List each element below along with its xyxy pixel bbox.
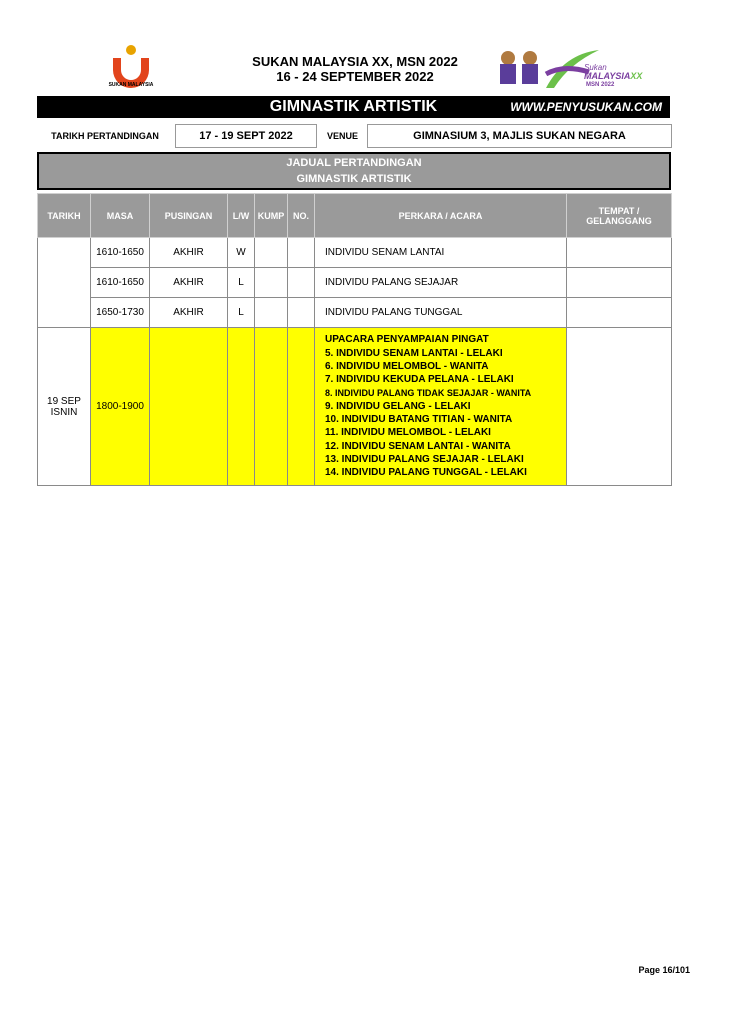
table-row: 1610-1650 AKHIR L INDIVIDU PALANG SEJAJAR	[38, 268, 672, 298]
svg-text:MSN 2022: MSN 2022	[586, 82, 615, 88]
col-no: NO.	[288, 194, 315, 238]
ceremony-item: 9. INDIVIDU GELANG - LELAKI	[325, 400, 471, 412]
schedule-title: JADUAL PERTANDINGAN GIMNASTIK ARTISTIK	[37, 152, 671, 190]
ceremony-item: 8. INDIVIDU PALANG TIDAK SEJAJAR - WANITA	[325, 387, 532, 398]
col-masa: MASA	[91, 194, 150, 238]
table-row: 1650-1730 AKHIR L INDIVIDU PALANG TUNGGAL	[38, 298, 672, 328]
sport-banner: GIMNASTIK ARTISTIK WWW.PENYUSUKAN.COM	[37, 96, 670, 118]
ceremony-item: 10. INDIVIDU BATANG TITIAN - WANITA	[325, 414, 513, 426]
ceremony-item: 7. INDIVIDU KEKUDA PELANA - LELAKI	[325, 374, 514, 386]
col-tarikh: TARIKH	[38, 194, 91, 238]
col-kump: KUMP	[255, 194, 288, 238]
ceremony-item: 6. INDIVIDU MELOMBOL - WANITA	[325, 360, 489, 372]
svg-text:MALAYSIAXX: MALAYSIAXX	[584, 71, 643, 81]
table-row: 1610-1650 AKHIR W INDIVIDU SENAM LANTAI	[38, 238, 672, 268]
website-link[interactable]: WWW.PENYUSUKAN.COM	[510, 100, 662, 114]
col-acara: PERKARA / ACARA	[315, 194, 567, 238]
ceremony-list	[315, 328, 567, 486]
ceremony-item: 5. INDIVIDU SENAM LANTAI - LELAKI	[325, 347, 503, 359]
ceremony-item: 12. INDIVIDU SENAM LANTAI - WANITA	[325, 440, 511, 452]
svg-text:Sukan: Sukan	[584, 63, 607, 72]
venue-value: GIMNASIUM 3, MAJLIS SUKAN NEGARA	[367, 124, 672, 148]
table-header-row	[38, 194, 672, 238]
col-tempat: TEMPAT / GELANGGANG	[567, 194, 672, 238]
event-title: SUKAN MALAYSIA XX, MSN 2022 16 - 24 SEPTEMBER 2022	[252, 54, 458, 84]
venue-label: VENUE	[326, 131, 358, 141]
ceremony-item: 14. INDIVIDU PALANG TUNGGAL - LELAKI	[325, 467, 527, 479]
ceremony-item: 11. INDIVIDU MELOMBOL - LELAKI	[325, 427, 491, 439]
schedule-table	[37, 193, 672, 486]
svg-text:SUKAN MALAYSIA: SUKAN MALAYSIA	[108, 82, 154, 88]
msn-2022-logo	[494, 44, 669, 90]
ceremony-date: 19 SEP ISNIN	[38, 328, 91, 486]
col-pusingan: PUSINGAN	[150, 194, 228, 238]
ceremony-row: 19 SEP ISNIN 1800-1900 UPACARA PENYAMPAIAN PINGAT 5. INDIVIDU SENAM LANTAI - LELAKI 6. INDIVIDU MELOMBOL - WANITA 7. INDIVIDU KEKUDA PELANA - LELAKI 8. INDIVIDU PALANG TIDAK SEJAJAR - WANITA 9. INDIVIDU GELANG - LELAKI 10. INDIVIDU BATANG TITIAN - WANITA 11. INDIVIDU MELOMBOL - LELAKI 12. INDIVIDU SENAM LANTAI - WANITA 13. INDIVIDU PALANG SEJAJAR - LELAKI 14. INDIVIDU PALANG TUNGGAL - LELAKI	[38, 328, 672, 486]
ceremony-item: UPACARA PENYAMPAIAN PINGAT	[325, 334, 489, 346]
sukan-malaysia-logo	[105, 42, 157, 88]
date-value: 17 - 19 SEPT 2022	[175, 124, 317, 148]
col-lw: L/W	[228, 194, 255, 238]
tarikh-cell	[38, 238, 91, 328]
page-number: Page 16/101	[638, 965, 690, 975]
date-label: TARIKH PERTANDINGAN	[51, 131, 159, 141]
ceremony-item: 13. INDIVIDU PALANG SEJAJAR - LELAKI	[325, 454, 524, 466]
